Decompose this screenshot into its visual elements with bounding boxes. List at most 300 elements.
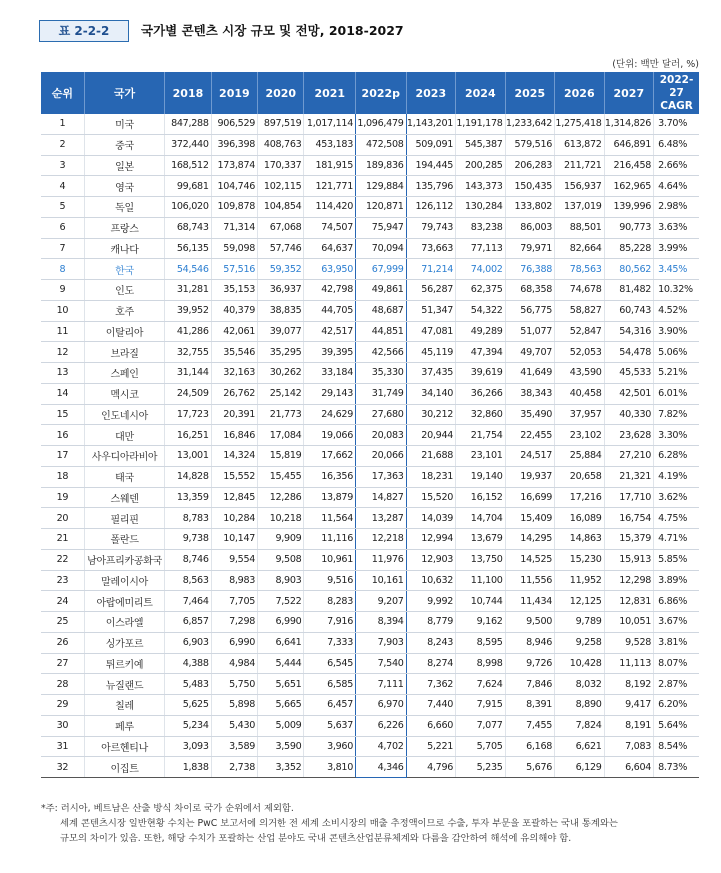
value-cell: 85,228 (604, 238, 654, 259)
country-cell: 뉴질랜드 (84, 674, 164, 695)
column-header: 2023 (406, 72, 456, 114)
value-cell: 17,710 (604, 487, 654, 508)
value-cell: 9,909 (258, 529, 304, 550)
value-cell: 5,637 (304, 715, 356, 736)
value-cell: 14,704 (456, 508, 506, 529)
table-header-row (41, 72, 699, 114)
value-cell: 4,984 (211, 653, 257, 674)
value-cell: 3.30% (654, 425, 699, 446)
value-cell: 54,546 (165, 259, 211, 280)
value-cell: 5,483 (165, 674, 211, 695)
value-cell: 5,444 (258, 653, 304, 674)
rank-cell: 12 (41, 342, 84, 363)
value-cell: 4,388 (165, 653, 211, 674)
rank-cell: 21 (41, 529, 84, 550)
value-cell: 7,915 (456, 695, 506, 716)
value-cell: 42,061 (211, 321, 257, 342)
value-cell: 11,952 (555, 570, 605, 591)
value-cell: 9,207 (356, 591, 407, 612)
value-cell: 64,637 (304, 238, 356, 259)
value-cell: 13,287 (356, 508, 407, 529)
rank-cell: 29 (41, 695, 84, 716)
value-cell: 8,946 (505, 632, 555, 653)
value-cell: 5,221 (406, 736, 456, 757)
table-row (41, 342, 699, 363)
value-cell: 14,827 (356, 487, 407, 508)
table-row (41, 653, 699, 674)
value-cell: 12,845 (211, 487, 257, 508)
value-cell: 12,903 (406, 549, 456, 570)
value-cell: 49,289 (456, 321, 506, 342)
value-cell: 3.67% (654, 612, 699, 633)
value-cell: 1,275,418 (555, 114, 605, 134)
value-cell: 20,944 (406, 425, 456, 446)
rank-cell: 7 (41, 238, 84, 259)
value-cell: 39,619 (456, 363, 506, 384)
value-cell: 150,435 (505, 176, 555, 197)
value-cell: 17,216 (555, 487, 605, 508)
value-cell: 109,878 (211, 197, 257, 218)
value-cell: 35,546 (211, 342, 257, 363)
value-cell: 6.86% (654, 591, 699, 612)
value-cell: 10,218 (258, 508, 304, 529)
column-header: 2022-27 CAGR (654, 72, 699, 114)
value-cell: 5.21% (654, 363, 699, 384)
value-cell: 5,430 (211, 715, 257, 736)
value-cell: 67,999 (356, 259, 407, 280)
value-cell: 472,508 (356, 134, 407, 155)
value-cell: 130,284 (456, 197, 506, 218)
rank-cell: 5 (41, 197, 84, 218)
value-cell: 6,641 (258, 632, 304, 653)
value-cell: 15,409 (505, 508, 555, 529)
value-cell: 10.32% (654, 280, 699, 301)
value-cell: 162,965 (604, 176, 654, 197)
value-cell: 137,019 (555, 197, 605, 218)
market-size-table (41, 72, 699, 778)
value-cell: 8,746 (165, 549, 211, 570)
rank-cell: 19 (41, 487, 84, 508)
value-cell: 8,563 (165, 570, 211, 591)
value-cell: 81,482 (604, 280, 654, 301)
value-cell: 579,516 (505, 134, 555, 155)
country-cell: 남아프리카공화국 (84, 549, 164, 570)
value-cell: 8,191 (604, 715, 654, 736)
value-cell: 74,678 (555, 280, 605, 301)
value-cell: 3,960 (304, 736, 356, 757)
value-cell: 11,976 (356, 549, 407, 570)
value-cell: 79,971 (505, 238, 555, 259)
value-cell: 13,750 (456, 549, 506, 570)
country-cell: 캐나다 (84, 238, 164, 259)
country-cell: 독일 (84, 197, 164, 218)
rank-cell: 24 (41, 591, 84, 612)
value-cell: 133,802 (505, 197, 555, 218)
rank-cell: 1 (41, 114, 84, 134)
value-cell: 7,705 (211, 591, 257, 612)
value-cell: 24,517 (505, 446, 555, 467)
value-cell: 24,509 (165, 383, 211, 404)
country-cell: 미국 (84, 114, 164, 134)
value-cell: 31,749 (356, 383, 407, 404)
table-row (41, 425, 699, 446)
value-cell: 15,552 (211, 466, 257, 487)
value-cell: 4.64% (654, 176, 699, 197)
rank-cell: 20 (41, 508, 84, 529)
value-cell: 8,595 (456, 632, 506, 653)
value-cell: 20,066 (356, 446, 407, 467)
value-cell: 897,519 (258, 114, 304, 134)
value-cell: 52,847 (555, 321, 605, 342)
value-cell: 37,435 (406, 363, 456, 384)
value-cell: 42,566 (356, 342, 407, 363)
value-cell: 13,879 (304, 487, 356, 508)
value-cell: 90,773 (604, 217, 654, 238)
value-cell: 6,226 (356, 715, 407, 736)
value-cell: 51,077 (505, 321, 555, 342)
value-cell: 15,520 (406, 487, 456, 508)
value-cell: 1,096,479 (356, 114, 407, 134)
value-cell: 4.52% (654, 300, 699, 321)
value-cell: 48,687 (356, 300, 407, 321)
value-cell: 7,440 (406, 695, 456, 716)
value-cell: 7,083 (604, 736, 654, 757)
country-cell: 이스라엘 (84, 612, 164, 633)
value-cell: 7,455 (505, 715, 555, 736)
value-cell: 44,851 (356, 321, 407, 342)
value-cell: 32,860 (456, 404, 506, 425)
value-cell: 114,420 (304, 197, 356, 218)
table-row (41, 217, 699, 238)
value-cell: 545,387 (456, 134, 506, 155)
value-cell: 8,890 (555, 695, 605, 716)
value-cell: 5,750 (211, 674, 257, 695)
table-row (41, 197, 699, 218)
country-cell: 일본 (84, 155, 164, 176)
country-cell: 호주 (84, 300, 164, 321)
table-row (41, 570, 699, 591)
rank-cell: 25 (41, 612, 84, 633)
value-cell: 29,143 (304, 383, 356, 404)
country-cell: 튀르키예 (84, 653, 164, 674)
table-row (41, 529, 699, 550)
value-cell: 42,501 (604, 383, 654, 404)
value-cell: 4,346 (356, 757, 407, 778)
value-cell: 6,970 (356, 695, 407, 716)
value-cell: 120,871 (356, 197, 407, 218)
column-header: 2019 (211, 72, 257, 114)
value-cell: 77,113 (456, 238, 506, 259)
rank-cell: 30 (41, 715, 84, 736)
table-row (41, 487, 699, 508)
value-cell: 129,884 (356, 176, 407, 197)
value-cell: 396,398 (211, 134, 257, 155)
value-cell: 21,321 (604, 466, 654, 487)
table-row (41, 757, 699, 778)
value-cell: 9,992 (406, 591, 456, 612)
value-cell: 26,762 (211, 383, 257, 404)
value-cell: 35,153 (211, 280, 257, 301)
value-cell: 9,516 (304, 570, 356, 591)
country-cell: 페루 (84, 715, 164, 736)
rank-cell: 11 (41, 321, 84, 342)
value-cell: 211,721 (555, 155, 605, 176)
value-cell: 16,089 (555, 508, 605, 529)
value-cell: 57,746 (258, 238, 304, 259)
rank-cell: 10 (41, 300, 84, 321)
value-cell: 27,680 (356, 404, 407, 425)
value-cell: 33,184 (304, 363, 356, 384)
value-cell: 2.66% (654, 155, 699, 176)
value-cell: 60,743 (604, 300, 654, 321)
value-cell: 9,528 (604, 632, 654, 653)
value-cell: 6.28% (654, 446, 699, 467)
value-cell: 38,343 (505, 383, 555, 404)
value-cell: 10,147 (211, 529, 257, 550)
rank-cell: 4 (41, 176, 84, 197)
value-cell: 14,828 (165, 466, 211, 487)
value-cell: 11,564 (304, 508, 356, 529)
table-row (41, 176, 699, 197)
value-cell: 10,961 (304, 549, 356, 570)
value-cell: 9,500 (505, 612, 555, 633)
value-cell: 78,563 (555, 259, 605, 280)
value-cell: 5,676 (505, 757, 555, 778)
value-cell: 36,266 (456, 383, 506, 404)
value-cell: 613,872 (555, 134, 605, 155)
value-cell: 3,590 (258, 736, 304, 757)
value-cell: 1,191,178 (456, 114, 506, 134)
value-cell: 6.20% (654, 695, 699, 716)
rank-cell: 22 (41, 549, 84, 570)
value-cell: 68,358 (505, 280, 555, 301)
value-cell: 17,363 (356, 466, 407, 487)
value-cell: 12,286 (258, 487, 304, 508)
table-row (41, 612, 699, 633)
table-row (41, 363, 699, 384)
country-cell: 이탈리아 (84, 321, 164, 342)
value-cell: 10,632 (406, 570, 456, 591)
value-cell: 75,947 (356, 217, 407, 238)
table-row (41, 736, 699, 757)
table-row (41, 446, 699, 467)
table-row (41, 695, 699, 716)
value-cell: 4.75% (654, 508, 699, 529)
value-cell: 102,115 (258, 176, 304, 197)
value-cell: 3.99% (654, 238, 699, 259)
value-cell: 17,723 (165, 404, 211, 425)
value-cell: 21,688 (406, 446, 456, 467)
value-cell: 126,112 (406, 197, 456, 218)
value-cell: 509,091 (406, 134, 456, 155)
value-cell: 38,835 (258, 300, 304, 321)
value-cell: 79,743 (406, 217, 456, 238)
value-cell: 23,101 (456, 446, 506, 467)
rank-cell: 15 (41, 404, 84, 425)
column-header: 2025 (505, 72, 555, 114)
value-cell: 13,001 (165, 446, 211, 467)
value-cell: 16,356 (304, 466, 356, 487)
value-cell: 74,002 (456, 259, 506, 280)
table-row (41, 280, 699, 301)
value-cell: 5.64% (654, 715, 699, 736)
value-cell: 8,779 (406, 612, 456, 633)
value-cell: 24,629 (304, 404, 356, 425)
country-cell: 스웨덴 (84, 487, 164, 508)
value-cell: 3.89% (654, 570, 699, 591)
rank-cell: 17 (41, 446, 84, 467)
value-cell: 42,517 (304, 321, 356, 342)
value-cell: 5,235 (456, 757, 506, 778)
value-cell: 86,003 (505, 217, 555, 238)
table-title: 국가별 콘텐츠 시장 규모 및 전망, 2018-2027 (141, 23, 404, 38)
value-cell: 3,352 (258, 757, 304, 778)
value-cell: 8,243 (406, 632, 456, 653)
country-cell: 인도네시아 (84, 404, 164, 425)
value-cell: 70,094 (356, 238, 407, 259)
value-cell: 12,125 (555, 591, 605, 612)
value-cell: 1,233,642 (505, 114, 555, 134)
value-cell: 12,831 (604, 591, 654, 612)
value-cell: 7.82% (654, 404, 699, 425)
value-cell: 74,507 (304, 217, 356, 238)
table-row (41, 134, 699, 155)
value-cell: 45,533 (604, 363, 654, 384)
value-cell: 906,529 (211, 114, 257, 134)
table-row (41, 549, 699, 570)
column-header: 2021 (304, 72, 356, 114)
value-cell: 19,066 (304, 425, 356, 446)
value-cell: 9,162 (456, 612, 506, 633)
value-cell: 44,705 (304, 300, 356, 321)
country-cell: 아르헨티나 (84, 736, 164, 757)
unit-label: (단위: 백만 달러, %) (612, 59, 699, 70)
value-cell: 10,284 (211, 508, 257, 529)
column-header: 2018 (165, 72, 211, 114)
value-cell: 23,102 (555, 425, 605, 446)
value-cell: 6,457 (304, 695, 356, 716)
value-cell: 49,707 (505, 342, 555, 363)
value-cell: 8,032 (555, 674, 605, 695)
value-cell: 16,699 (505, 487, 555, 508)
value-cell: 30,212 (406, 404, 456, 425)
value-cell: 4,702 (356, 736, 407, 757)
country-cell: 이집트 (84, 757, 164, 778)
value-cell: 35,330 (356, 363, 407, 384)
value-cell: 9,554 (211, 549, 257, 570)
value-cell: 56,775 (505, 300, 555, 321)
value-cell: 15,913 (604, 549, 654, 570)
value-cell: 8,283 (304, 591, 356, 612)
value-cell: 9,789 (555, 612, 605, 633)
table-row (41, 238, 699, 259)
value-cell: 11,116 (304, 529, 356, 550)
value-cell: 3,589 (211, 736, 257, 757)
value-cell: 45,119 (406, 342, 456, 363)
value-cell: 135,796 (406, 176, 456, 197)
value-cell: 52,053 (555, 342, 605, 363)
value-cell: 11,113 (604, 653, 654, 674)
value-cell: 9,417 (604, 695, 654, 716)
value-cell: 35,295 (258, 342, 304, 363)
value-cell: 63,950 (304, 259, 356, 280)
value-cell: 15,230 (555, 549, 605, 570)
value-cell: 6,585 (304, 674, 356, 695)
value-cell: 7,111 (356, 674, 407, 695)
value-cell: 5,651 (258, 674, 304, 695)
value-cell: 57,516 (211, 259, 257, 280)
value-cell: 51,347 (406, 300, 456, 321)
value-cell: 76,388 (505, 259, 555, 280)
value-cell: 8.54% (654, 736, 699, 757)
note-line: 규모의 차이가 있음. 또한, 해당 수치가 포괄하는 산업 분야도 국내 콘텐츠산업분류체계와 다름을 감안하여 해석에 유의해야 함. (60, 833, 572, 844)
value-cell: 194,445 (406, 155, 456, 176)
value-cell: 6.48% (654, 134, 699, 155)
value-cell: 62,375 (456, 280, 506, 301)
rank-cell: 26 (41, 632, 84, 653)
value-cell: 170,337 (258, 155, 304, 176)
value-cell: 20,658 (555, 466, 605, 487)
country-cell: 필리핀 (84, 508, 164, 529)
value-cell: 80,562 (604, 259, 654, 280)
value-cell: 41,286 (165, 321, 211, 342)
value-cell: 35,490 (505, 404, 555, 425)
table-row (41, 155, 699, 176)
country-cell: 인도 (84, 280, 164, 301)
rank-cell: 2 (41, 134, 84, 155)
value-cell: 4.19% (654, 466, 699, 487)
value-cell: 16,251 (165, 425, 211, 446)
value-cell: 7,077 (456, 715, 506, 736)
value-cell: 31,144 (165, 363, 211, 384)
value-cell: 20,083 (356, 425, 407, 446)
value-cell: 21,754 (456, 425, 506, 446)
value-cell: 17,084 (258, 425, 304, 446)
value-cell: 189,836 (356, 155, 407, 176)
value-cell: 1,838 (165, 757, 211, 778)
value-cell: 59,098 (211, 238, 257, 259)
value-cell: 23,628 (604, 425, 654, 446)
table-row (41, 715, 699, 736)
value-cell: 25,884 (555, 446, 605, 467)
value-cell: 41,649 (505, 363, 555, 384)
value-cell: 9,726 (505, 653, 555, 674)
value-cell: 7,846 (505, 674, 555, 695)
value-cell: 2.98% (654, 197, 699, 218)
rank-cell: 28 (41, 674, 84, 695)
value-cell: 32,163 (211, 363, 257, 384)
table-row (41, 632, 699, 653)
value-cell: 56,287 (406, 280, 456, 301)
value-cell: 99,681 (165, 176, 211, 197)
value-cell: 4.71% (654, 529, 699, 550)
country-cell: 영국 (84, 176, 164, 197)
value-cell: 5,234 (165, 715, 211, 736)
value-cell: 3.45% (654, 259, 699, 280)
value-cell: 67,068 (258, 217, 304, 238)
value-cell: 173,874 (211, 155, 257, 176)
column-header: 2026 (555, 72, 605, 114)
value-cell: 121,771 (304, 176, 356, 197)
value-cell: 71,314 (211, 217, 257, 238)
value-cell: 36,937 (258, 280, 304, 301)
value-cell: 56,135 (165, 238, 211, 259)
value-cell: 9,508 (258, 549, 304, 570)
value-cell: 3,810 (304, 757, 356, 778)
value-cell: 54,316 (604, 321, 654, 342)
value-cell: 17,662 (304, 446, 356, 467)
value-cell: 19,140 (456, 466, 506, 487)
